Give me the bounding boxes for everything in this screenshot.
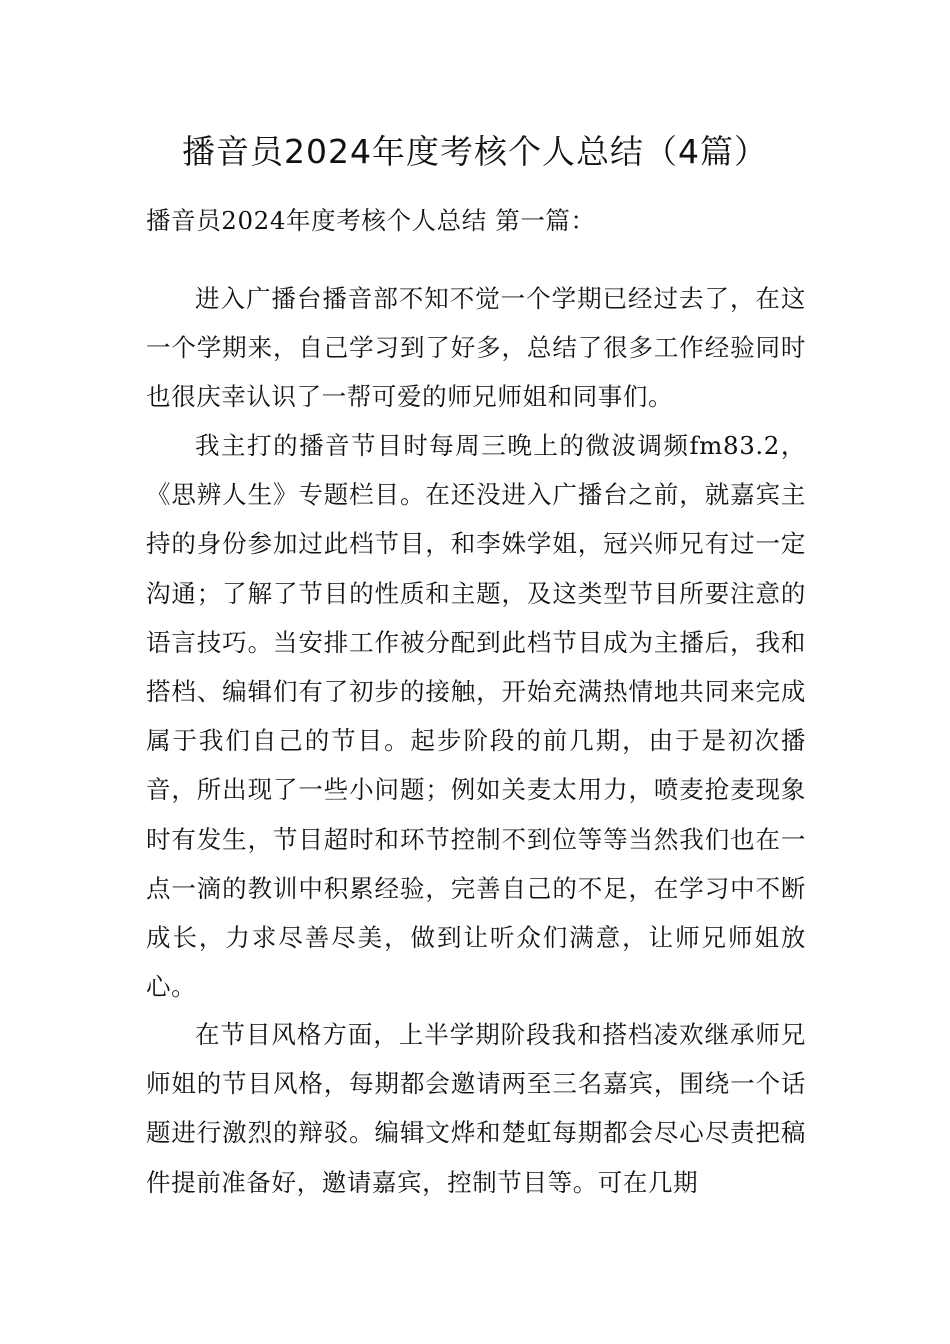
paragraph-2: 我主打的播音节目时每周三晚上的微波调频fm83.2，《思辨人生》专题栏目。在还没进入广播台之前，就嘉宾主持的身份参加过此档节目，和李姝学姐，冠兴师兄有过一定沟通；了解了节目的性质和主题，及这类型节目所要注意的语言技巧。当安排工作被分配到此档节目成为主播后，我和搭档、编辑们有了初步的接触，开始充满热情地共同来完成属于我们自己的节目。起步阶段的前几期，由于是初次播音，所出现了一些小问题；例如关麦太用力，喷麦抢麦现象时有发生，节目超时和环节控制不到位等等当然我们也在一点一滴的教训中积累经验，完善自己的不足，在学习中不断成长，力求尽善尽美，做到让听众们满意，让师兄师姐放心。 (146, 431, 806, 1002)
document-title: 播音员2024年度考核个人总结（4篇） (182, 132, 768, 171)
section-heading: 播音员2024年度考核个人总结 第一篇： (146, 206, 596, 235)
paragraph-3: 在节目风格方面，上半学期阶段我和搭档凌欢继承师兄师姐的节目风格，每期都会邀请两至三名嘉宾，围绕一个话题进行激烈的辩驳。编辑文烨和楚虹每期都会尽心尽责把稿件提前准备好，邀请嘉宾，控制节目等。可在几期 (146, 1020, 806, 1197)
paragraph-1: 进入广播台播音部不知不觉一个学期已经过去了，在这一个学期来，自己学习到了好多，总结了很多工作经验同时也很庆幸认识了一帮可爱的师兄师姐和同事们。 (146, 284, 806, 412)
